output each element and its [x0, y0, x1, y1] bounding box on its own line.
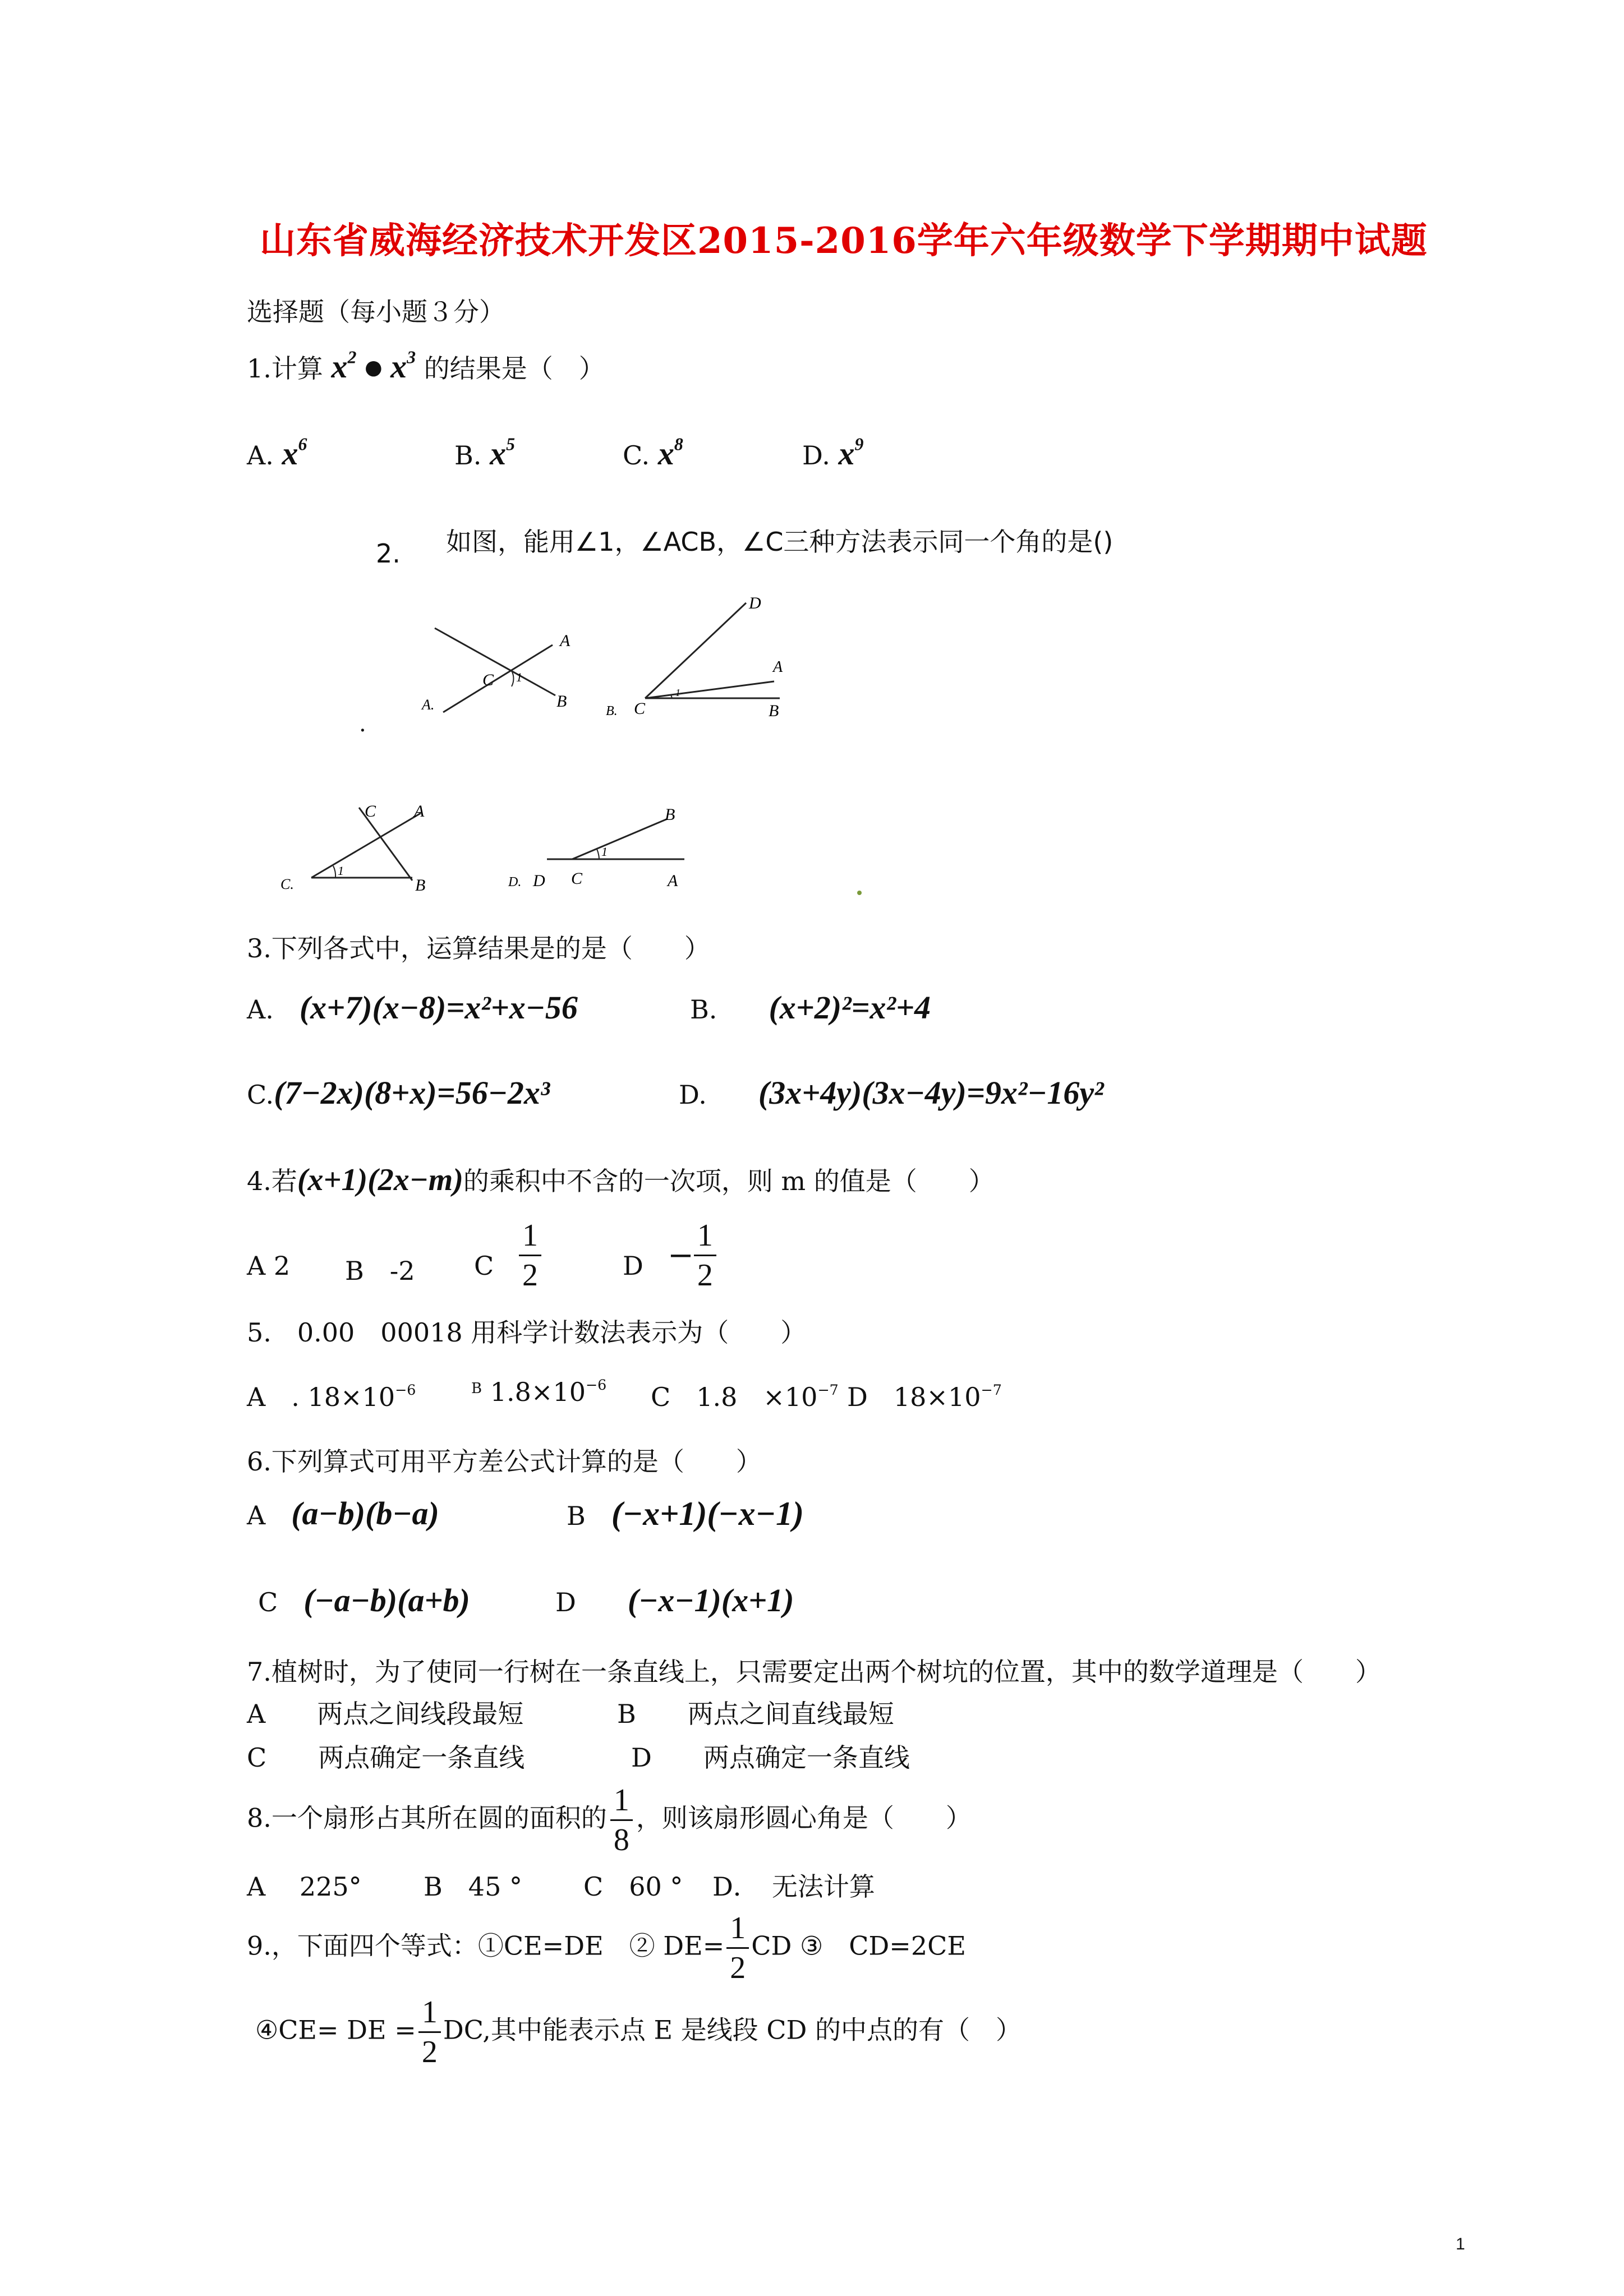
fig-b-point-c: C [634, 699, 646, 718]
q1-exp-a: 2 [347, 347, 357, 367]
fig-c-angle-1: 1 [338, 864, 344, 878]
fig-b-angle-1: 1 [675, 687, 680, 698]
fig-b-point-a: A [773, 658, 783, 676]
q5-option-a: A . $18\times 10^{-6}$ [247, 1381, 416, 1412]
fig-a-angle-1: 1 [516, 670, 522, 684]
q4-option-c-fraction: $\frac{1}{2}$ [519, 1220, 541, 1291]
q6-option-b: B (−x+1)(−x−1) [567, 1495, 804, 1532]
q8-option-c: C 60 ° [583, 1871, 683, 1902]
q4-stem: 4.若(x+1)(2x−m)的乘积中不含的一次项，则 m 的值是（ ） [247, 1163, 995, 1197]
fig-d-point-a: A [668, 872, 678, 890]
q1-prefix: 1.计算 [247, 353, 323, 384]
fig-c-point-c: C [365, 802, 376, 820]
fig-d-point-b: B [665, 805, 675, 824]
q3-option-d: D. (3x+4y)(3x−4y)=9x²−16y² [679, 1075, 1104, 1111]
fig-c-point-a: A [414, 802, 425, 820]
fig-a-label: A. [422, 697, 435, 713]
q6-stem: 6.下列算式可用平方差公式计算的是（ ） [247, 1446, 762, 1477]
fig-d-angle-1: 1 [601, 845, 608, 859]
q4-option-a: A 2 [247, 1251, 291, 1281]
q2-figure-a [410, 617, 595, 723]
q7-stem: 7.植树时，为了使同一行树在一条直线上，只需要定出两个树坑的位置，其中的数学道理是（ ） [247, 1657, 1381, 1687]
q4-option-d-fraction: − $\frac{1}{2}$ [668, 1220, 716, 1291]
q9-line-2: ④CE= DE = $\frac{1}{2}$ DC,其中能表示点 E 是线段 CD 的中点的有（ ） [255, 1995, 1022, 2069]
q3-option-b: B. (x+2)²=x²+4 [690, 989, 931, 1026]
q3-option-a: A. (x+7)(x−8)=x²+x−56 [247, 989, 578, 1026]
fig-c-point-b: B [415, 876, 426, 895]
q1-option-c: C. $x^8$ [623, 434, 683, 472]
q1-exp-b: 3 [407, 347, 416, 367]
stray-mark [857, 891, 862, 895]
page-number: 1 [1456, 2235, 1465, 2253]
q8-stem: 8.一个扇形占其所在圆的面积的 $\frac{1}{8}$ ，则该扇形圆心角是（ ） [247, 1783, 972, 1857]
fig-c-label: C. [280, 876, 294, 892]
q6-option-a: A (a−b)(b−a) [247, 1495, 439, 1532]
fig-d-point-c: C [571, 869, 583, 888]
question-1 [247, 348, 605, 385]
q8-option-b: B 45 ° [424, 1871, 522, 1902]
q7-option-c: C 两点确定一条直线 [247, 1742, 525, 1773]
q8-option-a: A 225° [247, 1871, 362, 1902]
q2-figure-b [606, 586, 808, 732]
q2-stem: 如图，能用∠1，∠ACB，∠C三种方法表示同一个角的是() [446, 527, 1114, 557]
fig-d-label: D. [508, 875, 522, 889]
fig-d-point-d: D [533, 872, 545, 890]
q5-option-d: D $18\times 10^{-7}$ [847, 1381, 1002, 1412]
q1-base-b: x [390, 348, 407, 385]
q7-option-b: B 两点之间直线最短 [617, 1699, 894, 1729]
page-title: 山东省威海经济技术开发区2015-2016学年六年级数学下学期期中试题 [260, 220, 1428, 262]
q2-number: 2. [376, 538, 401, 569]
q3-stem: 3.下列各式中，运算结果是的是（ ） [247, 933, 710, 963]
q2-stray-dot: . [359, 711, 366, 737]
q6-option-d: D (−x−1)(x+1) [555, 1582, 794, 1619]
q2-figure-c [280, 796, 449, 897]
q1-option-a: A. $x^6$ [247, 434, 307, 472]
section-heading: 选择题（每小题３分） [247, 297, 505, 327]
q4-option-b: B -2 [345, 1256, 415, 1286]
q1-suffix: 的结果是（ ） [424, 353, 605, 384]
q5-option-b: $^B$ $1.8\times 10^{-6}$ [471, 1376, 607, 1407]
q9-line-1: 9.，下面四个等式：①CE=DE ② DE= $\frac{1}{2}$ CD ③ CD=2CE [247, 1911, 966, 1985]
q1-dot: ● [365, 356, 383, 379]
fig-a-point-a: A [560, 631, 571, 650]
q1-option-d: D. $x^9$ [802, 434, 864, 472]
q1-base-a: x [331, 348, 348, 385]
q4-option-d-label: D [623, 1251, 643, 1281]
fig-a-point-c: C [482, 671, 494, 689]
q5-stem: 5. 0.00 00018 用科学计数法表示为（ ） [247, 1317, 807, 1348]
q7-option-a: A 两点之间线段最短 [247, 1699, 524, 1729]
q1-option-b: B. $x^5$ [454, 434, 516, 472]
q6-option-c: C (−a−b)(a+b) [258, 1582, 470, 1619]
fig-b-point-d: D [749, 594, 761, 612]
q7-option-d: D 两点确定一条直线 [631, 1742, 910, 1773]
fig-b-label: B. [606, 704, 618, 718]
q4-option-c-label: C [474, 1251, 494, 1281]
fig-b-point-b: B [769, 702, 779, 720]
q8-option-d: D． 无法计算 [712, 1871, 875, 1902]
q3-option-c: C.(7−2x)(8+x)=56−2x³ [247, 1075, 550, 1111]
q5-option-c: C 1.8 $\times 10^{-7}$ [651, 1381, 839, 1412]
fig-a-point-b: B [556, 692, 567, 711]
q2-figure-d [505, 796, 696, 897]
